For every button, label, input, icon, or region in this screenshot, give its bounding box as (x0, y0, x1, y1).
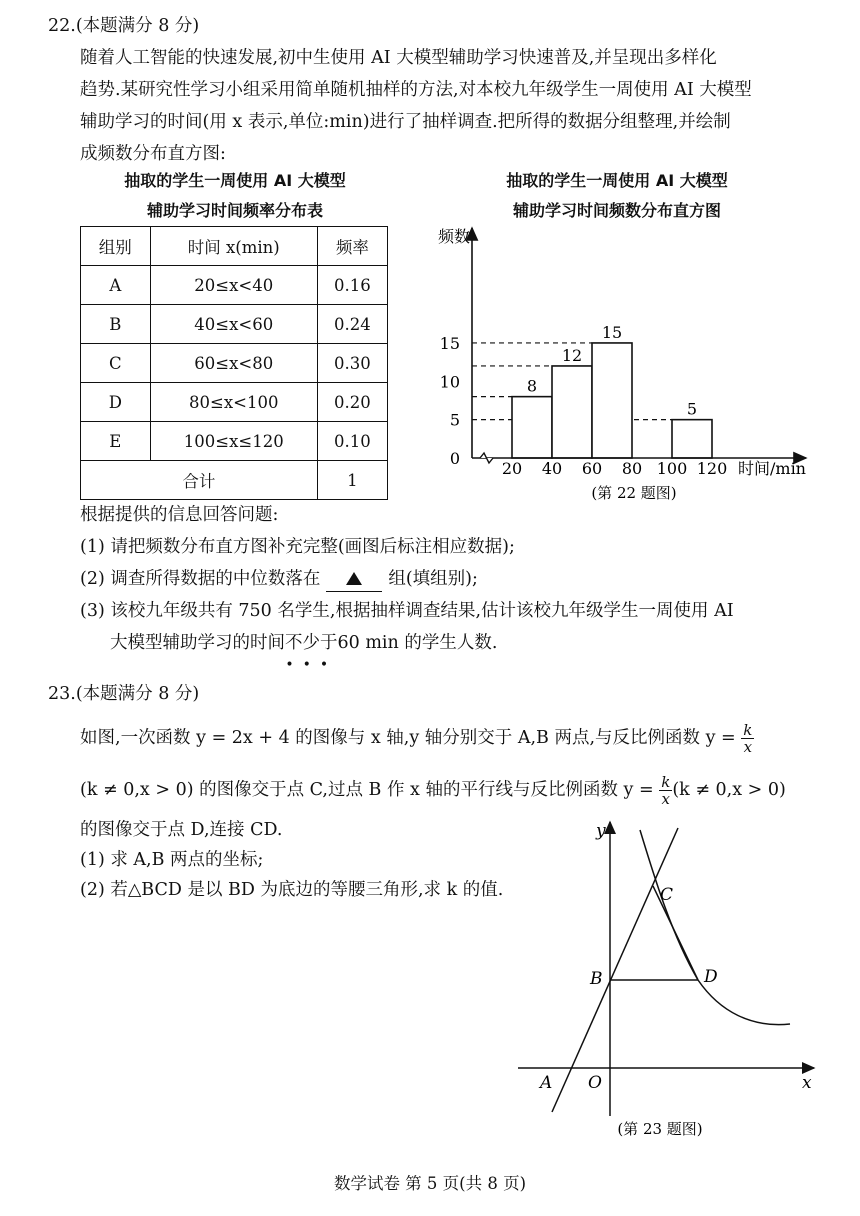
table-title-1: 抽取的学生一周使用 AI 大模型 (124, 171, 346, 190)
cell-group: C (81, 344, 151, 383)
cell-range: 20≤x<40 (150, 266, 317, 305)
q23-subq-2: (2) 若△BCD 是以 BD 为底边的等腰三角形,求 k 的值. (80, 880, 504, 900)
histogram-bar (592, 343, 632, 458)
label-x: x (802, 1073, 812, 1093)
axis-break-mark (480, 453, 493, 463)
total-value: 1 (317, 461, 387, 500)
subq-3-text-post: 60 min 的学生人数. (337, 633, 498, 653)
table-title-2: 辅助学习时间频率分布表 (146, 201, 323, 220)
cell-group: A (81, 266, 151, 305)
cell-range: 40≤x<60 (150, 305, 317, 344)
header-freq: 频率 (317, 227, 387, 266)
q22-subq-3-line-1: (3) 该校九年级共有 750 名学生,根据抽样调查结果,估计该校九年级学生一周使用 AI (80, 601, 734, 621)
x-tick-label: 20 (501, 459, 523, 478)
q22-header: 22.(本题满分 8 分) (48, 16, 200, 36)
fig-caption: (第 23 题图) (617, 1120, 703, 1138)
q23-line-2 (80, 774, 786, 807)
q22-para-line-1: 随着人工智能的快速发展,初中生使用 AI 大模型辅助学习快速普及,并呈现出多样化 (80, 48, 717, 68)
bar-value-label: 15 (601, 322, 623, 342)
table-row (81, 422, 388, 461)
q23-line-2-cond: (k ≠ 0,x > 0) (672, 780, 786, 800)
cell-freq: 0.24 (317, 305, 387, 344)
table-row (81, 344, 388, 383)
label-a: A (540, 1073, 553, 1093)
triangle-icon (346, 572, 362, 585)
q22-subq-2 (80, 567, 478, 592)
header-time: 时间 x(min) (150, 227, 317, 266)
table-row (81, 383, 388, 422)
q22-para-line-3: 辅助学习的时间(用 x 表示,单位:min)进行了抽样调查.把所得的数据分组整理,并绘制 (80, 112, 731, 132)
label-d: D (704, 967, 718, 987)
inverse-function-curve (640, 830, 790, 1025)
bar-value-label: 5 (686, 399, 698, 419)
q23-header: 23.(本题满分 8 分) (48, 684, 200, 704)
histogram-bar (672, 420, 712, 458)
emphasis-dots: ••• (285, 657, 338, 673)
hist-title-2: 辅助学习时间频数分布直方图 (512, 201, 721, 220)
histogram-bar (552, 366, 592, 458)
q22-para-line-2: 趋势.某研究性学习小组采用简单随机抽样的方法,对本校九年级学生一周使用 AI 大模型 (80, 80, 752, 100)
frac-denominator: x (743, 738, 753, 756)
linear-function-line (552, 828, 678, 1112)
label-y: y (596, 821, 606, 841)
label-o: O (588, 1073, 602, 1093)
bar-value-label: 8 (526, 376, 538, 396)
frequency-table (80, 226, 388, 500)
label-c: C (660, 885, 674, 905)
y-tick-label: 5 (449, 410, 460, 430)
q22-subq-1: (1) 请把频数分布直方图补充完整(画图后标注相应数据); (80, 537, 515, 557)
cell-group: B (81, 305, 151, 344)
function-graph (512, 816, 822, 1146)
q23-subq-1: (1) 求 A,B 两点的坐标; (80, 850, 264, 870)
frac-denominator: x (661, 790, 671, 808)
cell-range: 100≤x≤120 (150, 422, 317, 461)
q22-subq-3-line-2 (110, 631, 498, 673)
fraction-k-over-x-2 (659, 774, 672, 807)
hist-title-1: 抽取的学生一周使用 AI 大模型 (506, 171, 728, 190)
frac-numerator: k (743, 721, 753, 739)
q23-line-1 (80, 722, 754, 755)
table-header-row (81, 227, 388, 266)
x-tick-label: 80 (621, 459, 643, 478)
table-row (81, 305, 388, 344)
q22-para-line-4: 成频数分布直方图: (80, 144, 226, 164)
cell-range: 80≤x<100 (150, 383, 317, 422)
x-tick-label: 60 (581, 459, 603, 478)
q23-line-3: 的图像交于点 D,连接 CD. (80, 820, 283, 840)
x-tick-label: 100 (656, 459, 688, 478)
x-tick-label: 120 (696, 459, 728, 478)
cell-range: 60≤x<80 (150, 344, 317, 383)
cell-freq: 0.16 (317, 266, 387, 305)
y-tick-label: 10 (439, 372, 460, 392)
label-b: B (590, 969, 603, 989)
x-axis-label: 时间/min (738, 459, 806, 478)
x-tick-label: 40 (541, 459, 563, 478)
q23-line-2-text: (k ≠ 0,x > 0) 的图像交于点 C,过点 B 作 x 轴的平行线与反比例函数 y = (80, 780, 654, 800)
cell-freq: 0.30 (317, 344, 387, 383)
q23-line-1-text: 如图,一次函数 y = 2x + 4 的图像与 x 轴,y 轴分别交于 A,B 两点,与反比例函数 y = (80, 728, 736, 748)
table-total-row (81, 461, 388, 500)
total-label: 合计 (81, 461, 318, 500)
hist-caption: (第 22 题图) (591, 484, 677, 502)
answer-blank[interactable] (326, 567, 382, 592)
table-row (81, 266, 388, 305)
cell-freq: 0.10 (317, 422, 387, 461)
histogram (420, 222, 820, 504)
subq-2-text-pre: (2) 调查所得数据的中位数落在 (80, 569, 321, 589)
cell-group: D (81, 383, 151, 422)
y-axis-label: 频数 (437, 227, 471, 246)
subq-2-text-post: 组(填组别); (388, 569, 478, 589)
subq-3-text-pre: 大模型辅助学习的时间 (110, 633, 285, 653)
y-tick-0: 0 (449, 449, 460, 468)
frac-numerator: k (661, 773, 671, 791)
cell-group: E (81, 422, 151, 461)
header-group: 组别 (81, 227, 151, 266)
bar-value-label: 12 (561, 345, 583, 365)
fraction-k-over-x (741, 722, 754, 755)
emphasis-text: 不少于 (285, 633, 338, 653)
cell-freq: 0.20 (317, 383, 387, 422)
page-footer: 数学试卷 第 5 页(共 8 页) (333, 1174, 527, 1193)
q22-instruction: 根据提供的信息回答问题: (80, 505, 279, 525)
histogram-bar (512, 397, 552, 458)
y-tick-label: 15 (439, 333, 460, 353)
subq-3-emphasis (285, 633, 338, 673)
